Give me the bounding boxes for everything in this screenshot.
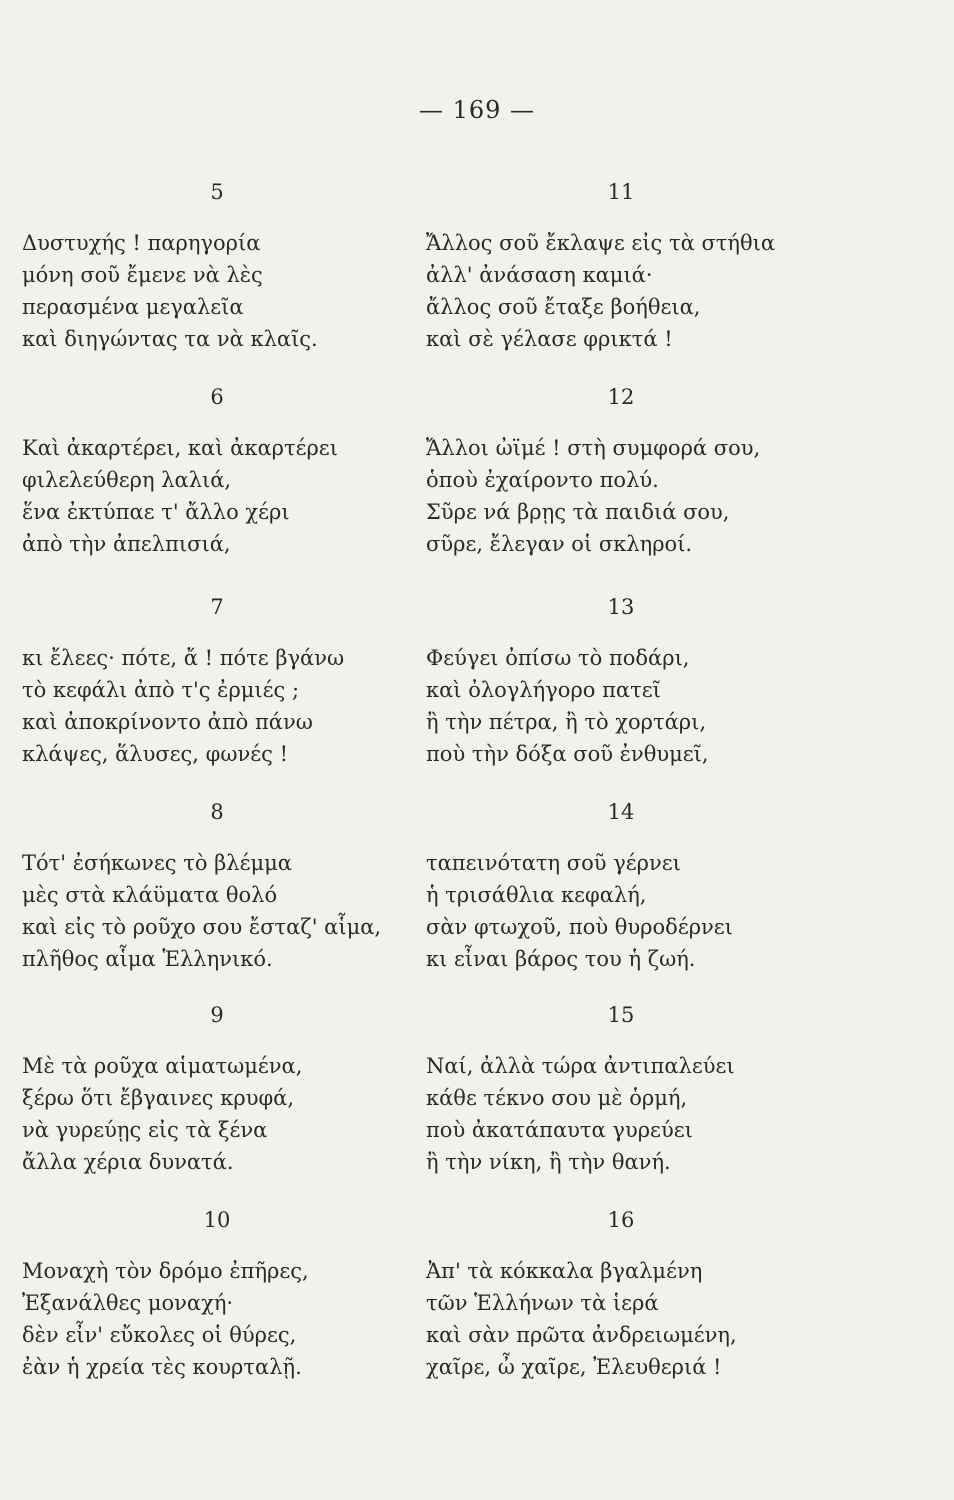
verse-line: κάθε τέκνο σου μὲ ὁρμή,	[426, 1086, 688, 1110]
verse-line: κι ἔλεες· πότε, ἄ ! πότε βγάνω	[22, 646, 345, 670]
stanza-number: 12	[607, 385, 635, 409]
verse-line: σῦρε, ἔλεγαν οἱ σκληροί.	[426, 532, 693, 556]
stanza-number: 10	[203, 1208, 231, 1232]
verse-line: ποὺ τὴν δόξα σοῦ ἐνθυμεῖ,	[426, 742, 709, 766]
verse-line: ποὺ ἀκατάπαυτα γυρεύει	[426, 1118, 693, 1142]
verse-line: καὶ ὀλογλήγορο πατεῖ	[426, 678, 661, 702]
stanza-number: 16	[607, 1208, 635, 1232]
verse-line: καὶ διηγώντας τα νὰ κλαῖς.	[22, 327, 318, 351]
verse-line: Δυστυχής ! παρηγορία	[22, 231, 261, 255]
verse-line: Σῦρε νά βρῃς τὰ παιδιά σου,	[426, 500, 730, 524]
verse-line: μὲς στὰ κλάϋματα θολό	[22, 883, 278, 907]
stanza-number: 8	[210, 800, 224, 824]
stanza-number: 15	[607, 1003, 635, 1027]
verse-line: Ἄλλοι ὠϊμέ ! στὴ συμφορά σου,	[426, 436, 761, 460]
verse-line: Μὲ τὰ ροῦχα αἱματωμένα,	[22, 1054, 303, 1078]
verse-line: νὰ γυρεύῃς εἰς τὰ ξένα	[22, 1118, 268, 1142]
verse-line: ἢ τὴν νίκη, ἢ τὴν θανή.	[426, 1150, 671, 1174]
verse-line: καὶ εἰς τὸ ροῦχο σου ἔσταζ' αἷμα,	[22, 915, 382, 939]
page-number: — 169 —	[418, 96, 536, 124]
verse-line: περασμένα μεγαλεῖα	[22, 295, 244, 319]
verse-line: τῶν Ἑλλήνων τὰ ἱερά	[426, 1291, 659, 1315]
verse-line: Καὶ ἀκαρτέρει, καὶ ἀκαρτέρει	[22, 436, 338, 460]
stanza-number: 5	[210, 180, 224, 204]
verse-line: ἐὰν ἡ χρεία τὲς κουρταλῇ.	[22, 1355, 302, 1379]
verse-line: καὶ σὲ γέλασε φρικτά !	[426, 327, 673, 351]
stanza-number: 6	[210, 385, 224, 409]
verse-line: κι εἶναι βάρος του ἡ ζωή.	[426, 947, 696, 971]
verse-line: Τότ' ἐσήκωνες τὸ βλέμμα	[22, 851, 292, 875]
stanza-number: 11	[607, 180, 635, 204]
verse-line: ἕνα ἐκτύπαε τ' ἄλλο χέρι	[22, 500, 290, 524]
verse-line: Ἄλλος σοῦ ἔκλαψε εἰς τὰ στήθια	[426, 231, 776, 255]
verse-line: δὲν εἶν' εὔκολες οἱ θύρες,	[22, 1323, 297, 1347]
stanza-number: 7	[210, 595, 224, 619]
verse-line: ἄλλος σοῦ ἔταξε βοήθεια,	[426, 295, 701, 319]
verse-line: τὸ κεφάλι ἀπὸ τ'ς ἐρμιές ;	[22, 678, 300, 702]
verse-line: καὶ σὰν πρῶτα ἀνδρειωμένη,	[426, 1323, 737, 1347]
verse-line: ἀπὸ τὴν ἀπελπισιά,	[22, 532, 231, 556]
verse-line: Μοναχὴ τὸν δρόμο ἐπῆρες,	[22, 1259, 309, 1283]
verse-line: χαῖρε, ὦ χαῖρε, Ἐλευθεριά !	[426, 1355, 722, 1379]
verse-line: ἀλλ' ἀνάσαση καμιά·	[426, 263, 653, 287]
verse-line: φιλελεύθερη λαλιά,	[22, 468, 232, 492]
verse-line: ταπεινότατη σοῦ γέρνει	[426, 851, 681, 875]
verse-line: μόνη σοῦ ἔμενε νὰ λὲς	[22, 263, 263, 287]
verse-line: ἄλλα χέρια δυνατά.	[22, 1150, 234, 1174]
verse-line: ἡ τρισάθλια κεφαλή,	[426, 883, 647, 907]
verse-line: Ἀπ' τὰ κόκκαλα βγαλμένη	[426, 1259, 703, 1283]
verse-line: Φεύγει ὀπίσω τὸ ποδάρι,	[426, 646, 690, 670]
stanza-number: 14	[607, 800, 635, 824]
stanza-number: 9	[210, 1003, 224, 1027]
verse-line: Ναί, ἀλλὰ τώρα ἀντιπαλεύει	[426, 1054, 735, 1078]
verse-line: ὁποὺ ἐχαίροντο πολύ.	[426, 468, 659, 492]
verse-line: καὶ ἀποκρίνοντο ἀπὸ πάνω	[22, 710, 313, 734]
verse-line: ξέρω ὅτι ἔβγαινες κρυφά,	[22, 1086, 295, 1110]
verse-line: ἢ τὴν πέτρα, ἢ τὸ χορτάρι,	[426, 710, 707, 734]
verse-line: κλάψες, ἅλυσες, φωνές !	[22, 742, 289, 766]
verse-line: Ἐξανάλθες μοναχή·	[22, 1291, 234, 1315]
verse-line: πλῆθος αἷμα Ἑλληνικό.	[22, 947, 273, 971]
stanza-number: 13	[607, 595, 635, 619]
verse-line: σὰν φτωχοῦ, ποὺ θυροδέρνει	[426, 915, 733, 939]
